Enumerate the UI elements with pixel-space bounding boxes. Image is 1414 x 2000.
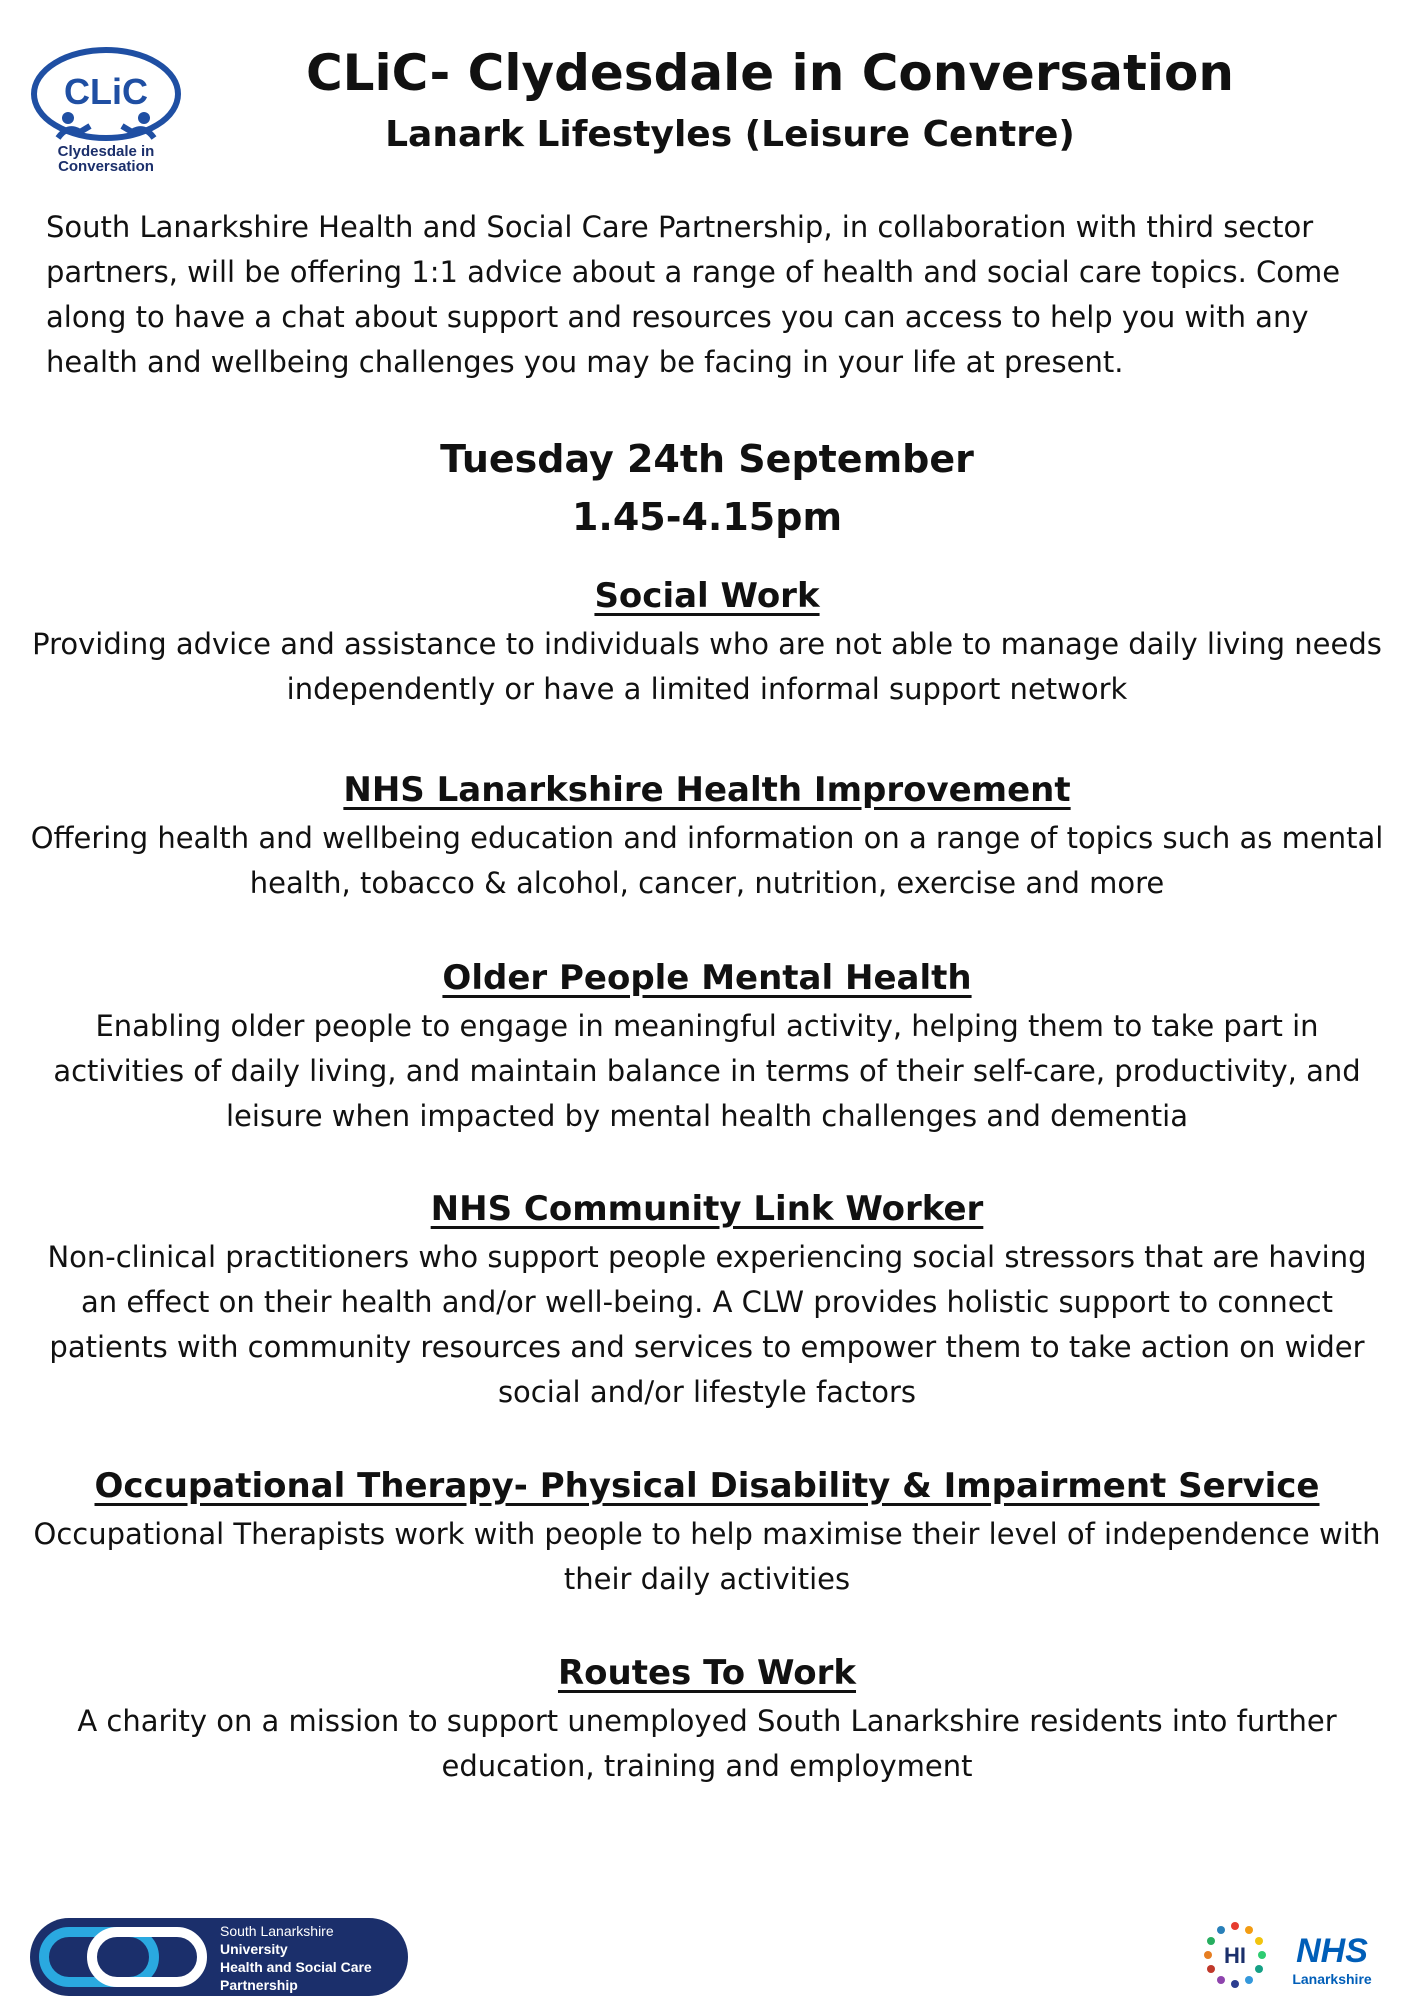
service-description-routes-to-work: A charity on a mission to support unemployed South Lanarkshire residents into further education, training and employment bbox=[77, 1704, 1337, 1783]
clic-logo-icon bbox=[28, 46, 183, 174]
clic-logo-mark: CLiC bbox=[64, 71, 148, 112]
partnership-chain-logo-icon bbox=[30, 1918, 408, 1996]
page-title: CLiC- Clydesdale in Conversation bbox=[305, 44, 1234, 102]
partnership-logo-line-4: Partnership bbox=[220, 1977, 298, 1993]
partnership-logo-line-2: University bbox=[220, 1941, 288, 1957]
service-description-community-link-worker: Non-clinical practitioners who support people experiencing social stressors that are having an effect on their health and/or well-being. A CLW provides holistic support to connect patients with community resources and services to empower them to take action on wider social and/or lifestyle factors bbox=[47, 1240, 1367, 1409]
clic-logo-tagline-1: Clydesdale in bbox=[57, 143, 155, 160]
service-description-health-improvement: Offering health and wellbeing education and information on a range of topics such as mental health, tobacco & alcohol, cancer, nutrition, exercise and more bbox=[30, 821, 1384, 900]
nhs-logo-label: Lanarkshire bbox=[1292, 1971, 1372, 1987]
service-heading-older-people-mental-health: Older People Mental Health bbox=[442, 958, 972, 998]
service-description-older-people-mental-health: Enabling older people to engage in meaningful activity, helping them to take part in activities of daily living, and maintain balance in terms of their self-care, productivity, and leisure when impacted by mental health challenges and dementia bbox=[53, 1009, 1361, 1133]
event-date: Tuesday 24th September bbox=[440, 437, 974, 481]
service-heading-social-work: Social Work bbox=[594, 576, 820, 616]
service-description-social-work: Providing advice and assistance to individuals who are not able to manage daily living needs independently or have a limited informal support network bbox=[32, 627, 1382, 706]
service-heading-routes-to-work: Routes To Work bbox=[557, 1653, 857, 1693]
service-heading-occupational-therapy: Occupational Therapy- Physical Disability & Impairment Service bbox=[94, 1466, 1320, 1506]
venue-subtitle: Lanark Lifestyles (Leisure Centre) bbox=[385, 114, 1075, 155]
intro-paragraph: South Lanarkshire Health and Social Care Partnership, in collaboration with third sector partners, will be offering 1:1 advice about a range of health and social care topics. Come along to have a chat about support and resources you can access to help you with any health and wellbeing challenges you may be facing in your life at present. bbox=[46, 210, 1341, 379]
partnership-logo-line-1: South Lanarkshire bbox=[220, 1923, 334, 1939]
event-time: 1.45-4.15pm bbox=[571, 495, 843, 539]
clic-logo-tagline-2: Conversation bbox=[58, 158, 154, 174]
nhs-logo-mark: NHS bbox=[1296, 1932, 1368, 1970]
service-description-occupational-therapy: Occupational Therapists work with people to help maximise their level of independence with their daily activities bbox=[33, 1517, 1381, 1596]
nhs-logo-icon bbox=[1282, 1928, 1382, 1992]
health-improvement-logo-icon bbox=[1200, 1918, 1270, 1992]
partnership-logo-line-3: Health and Social Care bbox=[220, 1959, 372, 1975]
service-heading-community-link-worker: NHS Community Link Worker bbox=[430, 1189, 984, 1229]
service-heading-health-improvement: NHS Lanarkshire Health Improvement bbox=[343, 770, 1071, 810]
hi-logo-mark: HI bbox=[1224, 1943, 1246, 1968]
